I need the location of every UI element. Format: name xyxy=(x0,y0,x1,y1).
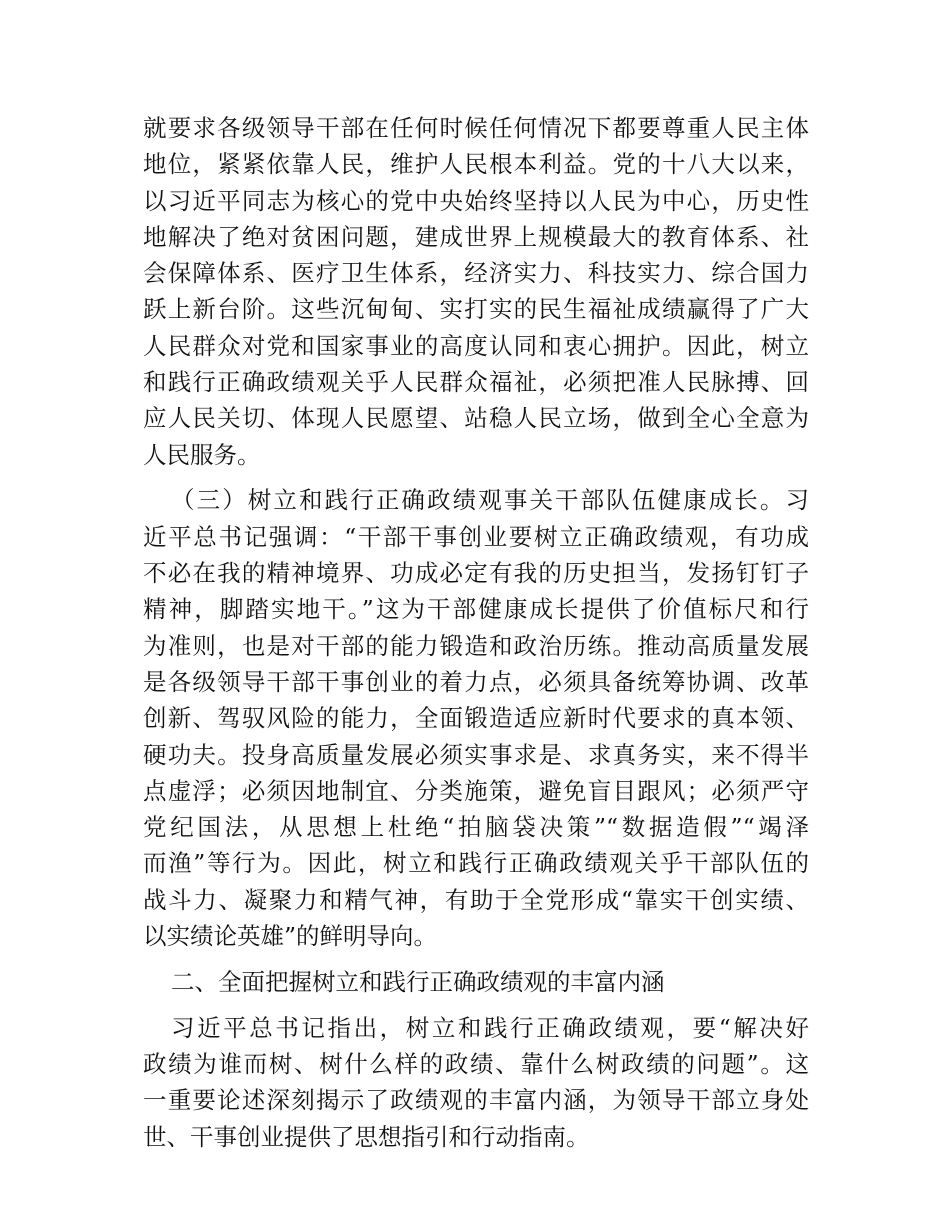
paragraph xyxy=(143,110,809,473)
text-line: 战斗力、凝聚力和精气神，有助于全党形成“靠实干创实绩、 xyxy=(143,885,809,914)
text-line: 就要求各级领导干部在任何时候任何情况下都要尊重人民主体 xyxy=(143,114,809,142)
text-line: 应人民关切、体现人民愿望、站稳人民立场，做到全心全意为 xyxy=(143,404,809,433)
text-line: 和践行正确政绩观关乎人民群众福祉，必须把准人民脉搏、回 xyxy=(143,368,809,397)
text-line: 地解决了绝对贫困问题，建成世界上规模最大的教育体系、社 xyxy=(143,222,809,251)
text-line: 是各级领导干部干事创业的着力点，必须具备统筹协调、改革 xyxy=(143,667,809,696)
text-line: 党纪国法，从思想上杜绝“拍脑袋决策”“数据造假”“竭泽 xyxy=(143,813,809,842)
text-line: 会保障体系、医疗卫生体系，经济实力、科技实力、综合国力 xyxy=(143,259,809,288)
text-line: （三）树立和践行正确政绩观事关干部队伍健康成长。习 xyxy=(171,486,809,515)
text-line: 跃上新台阶。这些沉甸甸、实打实的民生福祉成绩赢得了广大 xyxy=(143,295,809,324)
text-line: 创新、驾驭风险的能力，全面锻造适应新时代要求的真本领、 xyxy=(143,704,809,733)
text-line: 人民服务。 xyxy=(143,440,261,469)
text-line: 习近平总书记指出，树立和践行正确政绩观，要“解决好 xyxy=(171,1013,809,1042)
text-line: 精神，脚踏实地干。”这为干部健康成长提供了价值标尺和行 xyxy=(143,595,809,624)
text-line: 硬功夫。投身高质量发展必须实事求是、求真务实，来不得半 xyxy=(143,740,809,769)
text-line: 不必在我的精神境界、功成必定有我的历史担当，发扬钉钉子 xyxy=(143,559,809,588)
text-line: 为准则，也是对干部的能力锻造和政治历练。推动高质量发展 xyxy=(143,631,809,660)
text-line: 政绩为谁而树、树什么样的政绩、靠什么树政绩的问题”。这 xyxy=(143,1049,809,1078)
text-line: 一重要论述深刻揭示了政绩观的丰富内涵，为领导干部立身处 xyxy=(143,1086,809,1115)
text-line: 以实绩论英雄”的鲜明导向。 xyxy=(143,922,438,951)
document-page xyxy=(143,110,809,1164)
text-line: 以习近平同志为核心的党中央始终坚持以人民为中心，历史性 xyxy=(143,186,809,215)
text-line: 点虚浮；必须因地制宜、分类施策，避免盲目跟风；必须严守 xyxy=(143,776,809,805)
section-heading xyxy=(143,964,809,1000)
paragraph xyxy=(143,482,809,954)
text-line: 人民群众对党和国家事业的高度认同和衷心拥护。因此，树立 xyxy=(143,331,809,360)
text-line: 而渔”等行为。因此，树立和践行正确政绩观关乎干部队伍的 xyxy=(143,849,809,878)
paragraph xyxy=(143,1010,809,1155)
text-line: 地位，紧紧依靠人民，维护人民根本利益。党的十八大以来， xyxy=(143,150,809,179)
text-line: 近平总书记强调：“干部干事创业要树立正确政绩观，有功成 xyxy=(143,522,809,551)
text-line: 二、全面把握树立和践行正确政绩观的丰富内涵 xyxy=(171,967,665,996)
text-line: 世、干事创业提供了思想指引和行动指南。 xyxy=(143,1122,590,1151)
